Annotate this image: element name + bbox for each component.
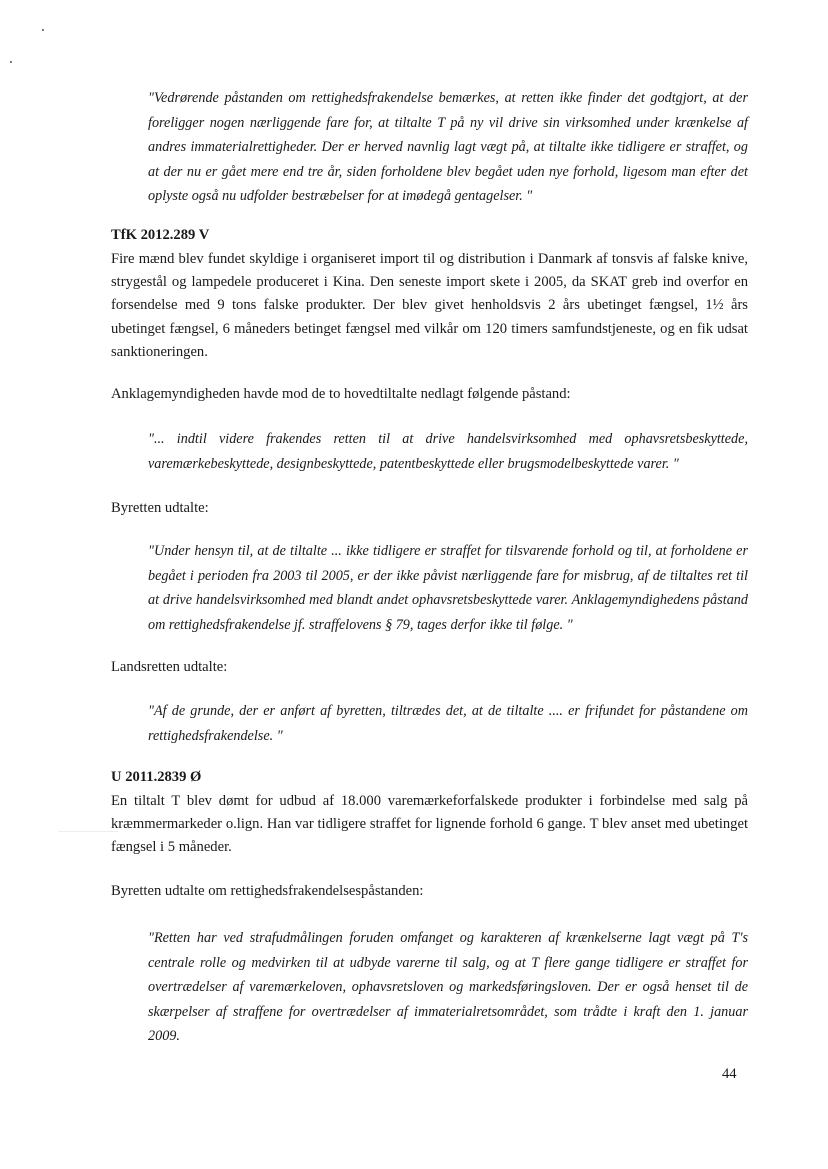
- quote-block: "Under hensyn til, at de tiltalte ... ikke tidligere er straffet for tilsvarende forhold og til, at forholdene er begået i perioden fra 2003 til 2005, er der ikke påvist nærliggende fare for misbrug, af de tiltaltes ret til at drive handelsvirksomhed med blandt andet ophavsretsbeskyttede varer. Anklagemyndighedens påstand om rettighedsfrakendelse jf. straffelovens § 79, tages derfor ikke til følge. ": [148, 543, 748, 633]
- scan-speck: [42, 29, 44, 31]
- quote-block: "Retten har ved strafudmålingen foruden omfanget og karakteren af krænkelserne lagt vægt på T's centrale rolle og medvirken til at udbyde varerne til salg, og at T flere gange tidligere er straffet for overtrædelser af varemærkeloven, ophavsretsloven og markedsføringsloven. Der er også henset til de skærpelser af straffene for overtrædelser af immaterialretsområdet, som trådte i kraft den 1. januar 2009.: [148, 930, 748, 1044]
- case-title: TfK 2012.289 V: [111, 227, 210, 243]
- quote-block: "... indtil videre frakendes retten til at drive handelsvirksomhed med ophavsretsbeskyttede, varemærkebeskyttede, designbeskyttede, patentbeskyttede eller brugsmodelbeskyttede varer. ": [148, 431, 748, 472]
- paragraph: Byretten udtalte:: [111, 500, 209, 516]
- case-summary: Fire mænd blev fundet skyldige i organiseret import til og distribution i Danmark af tonsvis af falske knive, strygestål og lampedele produceret i Kina. Den seneste import skete i 2005, da SKAT greb ind overfor en forsendelse med 9 tons falske produkter. Der blev givet henholdsvis 2 års ubetinget fængsel, 1½ års ubetinget fængsel, 6 måneders betinget fængsel med vilkår om 120 timers samfundstjeneste, og en fik udsat sanktioneringen.: [111, 251, 748, 360]
- scan-artifact-line: [58, 831, 118, 832]
- quote-block: "Vedrørende påstanden om rettighedsfrakendelse bemærkes, at retten ikke finder det godtgjort, at der foreligger nogen nærliggende fare for, at tiltalte T på ny vil drive sin virksomhed under krænkelse af andres immaterialrettigheder. Der er herved navnlig lagt vægt på, at tiltalte ikke tidligere er straffet, og at der nu er gået mere end tre år, siden forholdene blev begået uden nye forhold, ligesom man efter det oplyste også nu udfolder bestræbelser for at imødegå gentagelser. ": [148, 90, 748, 204]
- scan-speck: [10, 61, 12, 63]
- paragraph: Anklagemyndigheden havde mod de to hovedtiltalte nedlagt følgende påstand:: [111, 386, 571, 402]
- quote-block: "Af de grunde, der er anført af byretten, tiltrædes det, at de tiltalte .... er frifundet for påstandene om rettighedsfrakendelse. ": [148, 703, 748, 744]
- page-number: 44: [722, 1066, 737, 1082]
- paragraph: Byretten udtalte om rettighedsfrakendelsespåstanden:: [111, 883, 424, 899]
- case-summary: En tiltalt T blev dømt for udbud af 18.000 varemærkeforfalskede produkter i forbindelse med salg på kræmmermarkeder o.lign. Han var tidligere straffet for lignende forhold 6 gange. T blev anset med ubetinget fængsel i 5 måneder.: [111, 793, 748, 856]
- paragraph: Landsretten udtalte:: [111, 659, 228, 675]
- case-title: U 2011.2839 Ø: [111, 769, 202, 785]
